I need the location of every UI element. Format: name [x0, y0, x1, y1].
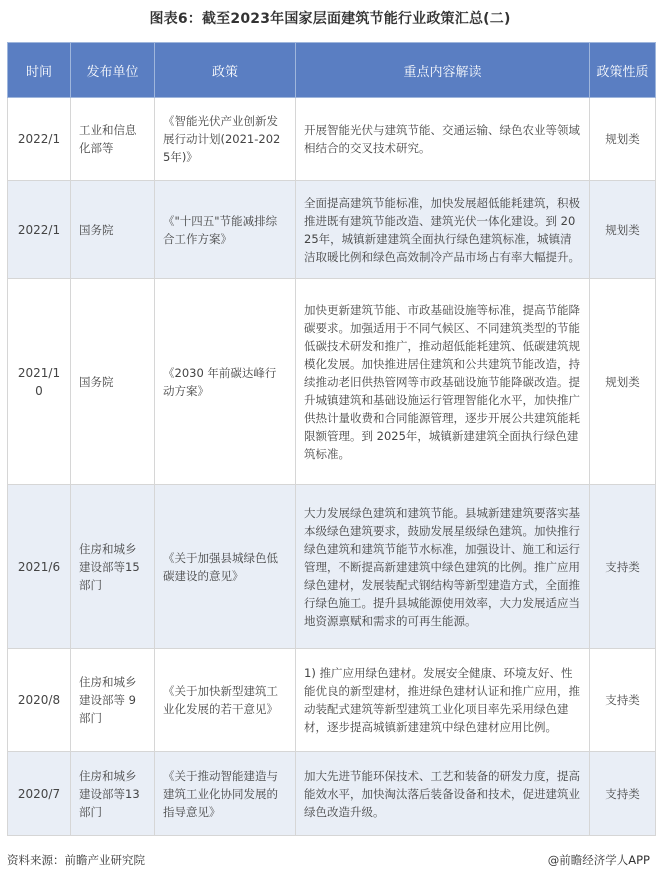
page-title: 图表6：截至2023年国家层面建筑节能行业政策汇总(二) [149, 11, 511, 27]
cell-time: 2022/1 [8, 98, 71, 181]
cell-policy: 《关于加快新型建筑工业化发展的若干意见》 [155, 649, 296, 752]
cell-content: 开展智能光伏与建筑节能、交通运输、绿色农业等领域相结合的交叉技术研究。 [296, 98, 590, 181]
cell-time: 2021/10 [8, 279, 71, 485]
cell-content: 加快更新建筑节能、市政基础设施等标准，提高节能降碳要求。加强适用于不同气候区、不同建筑类型的节能低碳技术研发和推广，推动超低能耗建筑、低碳建筑规模化发展。加快推进居住建筑和公共建筑节能改造，持续推动老旧供热管网等市政基础设施节能降碳改造。提升城镇建筑和基础设施运行管理智能化水平，加快推广供热计量收费和合同能源管理，逐步开展公共建筑能耗限额管理。到 2025年，城镇新建建筑全面执行绿色建筑标准。 [296, 279, 590, 485]
cell-time: 2022/1 [8, 181, 71, 279]
footer [7, 852, 650, 872]
cell-unit: 住房和城乡建设部等13部门 [71, 752, 155, 836]
cell-unit: 工业和信息化部等 [71, 98, 155, 181]
table-row [8, 181, 656, 279]
column-header-nature: 政策性质 [590, 43, 656, 98]
cell-time: 2020/8 [8, 649, 71, 752]
cell-content: 大力发展绿色建筑和建筑节能。县城新建建筑要落实基本级绿色建筑要求，鼓励发展星级绿色建筑。加快推行绿色建筑和建筑节能节水标准，加强设计、施工和运行管理，不断提高新建建筑中绿色建筑的比例。推广应用绿色建材，发展装配式钢结构等新型建造方式，全面推行绿色施工。提升县城能源使用效率，大力发展适应当地资源禀赋和需求的可再生能源。 [296, 485, 590, 649]
table-row [8, 98, 656, 181]
cell-nature: 规划类 [590, 181, 656, 279]
cell-time: 2020/7 [8, 752, 71, 836]
cell-content: 加大先进节能环保技术、工艺和装备的研发力度，提高能效水平，加快淘汰落后装备设备和技术，促进建筑业绿色改造升级。 [296, 752, 590, 836]
column-header-content: 重点内容解读 [296, 43, 590, 98]
table-row [8, 752, 656, 836]
cell-nature: 支持类 [590, 649, 656, 752]
cell-nature: 支持类 [590, 752, 656, 836]
table-row [8, 485, 656, 649]
cell-unit: 住房和城乡建设部等15部门 [71, 485, 155, 649]
cell-time: 2021/6 [8, 485, 71, 649]
cell-policy: 《智能光伏产业创新发展行动计划(2021-2025年)》 [155, 98, 296, 181]
cell-policy: 《关于加强县城绿色低碳建设的意见》 [155, 485, 296, 649]
cell-unit: 住房和城乡建设部等 9部门 [71, 649, 155, 752]
cell-unit: 国务院 [71, 181, 155, 279]
brand-credit: @前瞻经济学人APP [547, 853, 650, 867]
cell-policy: 《"十四五"节能减排综合工作方案》 [155, 181, 296, 279]
table-row [8, 279, 656, 485]
cell-content: 全面提高建筑节能标准，加快发展超低能耗建筑，积极推进既有建筑节能改造、建筑光伏一体化建设。到 2025年，城镇新建建筑全面执行绿色建筑标准，城镇清洁取暖比例和绿色高效制冷产品市场占有率大幅提升。 [296, 181, 590, 279]
column-header-policy: 政策 [155, 43, 296, 98]
column-header-time: 时间 [8, 43, 71, 98]
column-header-unit: 发布单位 [71, 43, 155, 98]
cell-unit: 国务院 [71, 279, 155, 485]
source-note: 资料来源：前瞻产业研究院 [7, 853, 145, 867]
cell-content: 1) 推广应用绿色建材。发展安全健康、环境友好、性能优良的新型建材，推进绿色建材认证和推广应用，推动装配式建筑等新型建筑工业化项目率先采用绿色建材，逐步提高城镇新建建筑中绿色建材应用比例。 [296, 649, 590, 752]
table-header-row [8, 43, 656, 98]
cell-nature: 规划类 [590, 98, 656, 181]
cell-policy: 《2030 年前碳达峰行动方案》 [155, 279, 296, 485]
cell-policy: 《关于推动智能建造与建筑工业化协同发展的指导意见》 [155, 752, 296, 836]
cell-nature: 规划类 [590, 279, 656, 485]
table-row [8, 649, 656, 752]
policy-table [7, 42, 656, 836]
cell-nature: 支持类 [590, 485, 656, 649]
